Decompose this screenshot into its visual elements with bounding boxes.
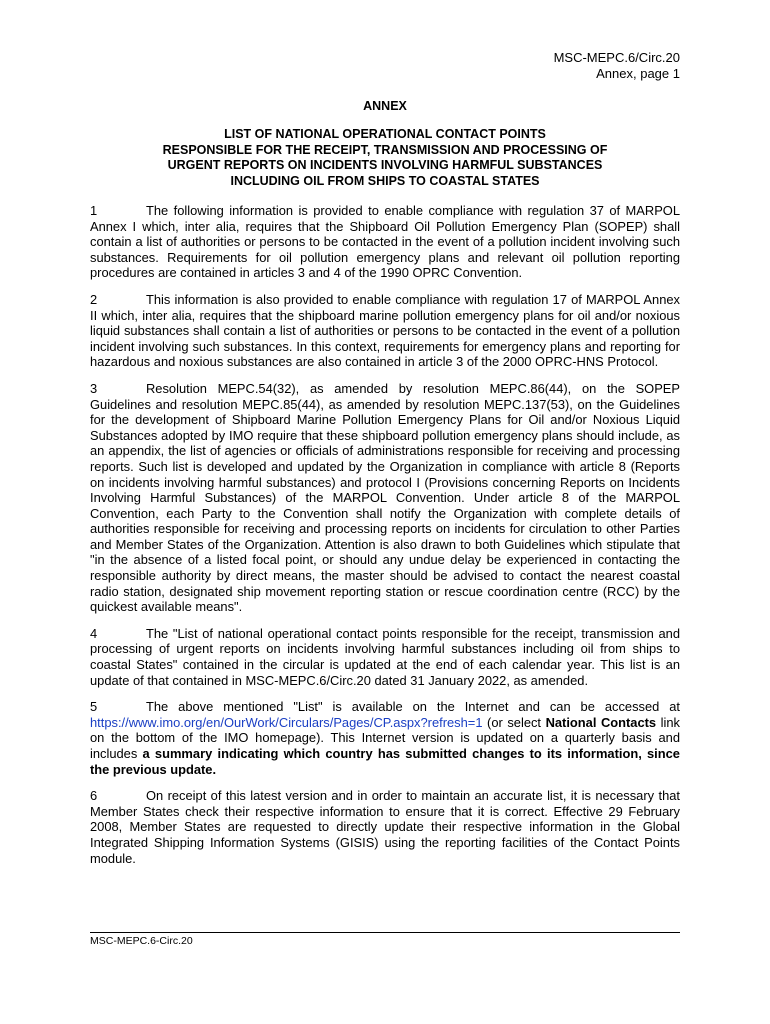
paragraph-text: The above mentioned "List" is available on the Internet and can be accessed at <box>146 699 680 715</box>
paragraph-number: 6 <box>90 788 98 804</box>
paragraph-text: This information is also provided to enable compliance with regulation 17 of MARPOL Annex II which, inter alia, requires that the shipboard marine pollution emergency plans for oil and/or noxious liquid substances shall contain a list of authorities or persons to be contacted in the event of a pollution incident involving such substances. In this context, requirements for emergency plans and reporting for hazardous and noxious substances are also contained in article 3 of the 2000 OPRC-HNS Protocol. <box>90 291 680 370</box>
paragraph-2 <box>90 292 680 370</box>
footer-divider <box>90 932 680 933</box>
list-title-line: URGENT REPORTS ON INCIDENTS INVOLVING HARMFUL SUBSTANCES <box>167 158 603 172</box>
paragraph-text: The following information is provided to enable compliance with regulation 37 of MARPOL Annex I which, inter alia, requires that the Shipboard Oil Pollution Emergency Plan (SOPEP) shall contain a list of authorities or persons to be contacted in the event of a pollution incident involving such substances. Requirements for oil pollution emergency plans and relevant oil pollution reporting procedures are contained in articles 3 and 4 of the 1990 OPRC Convention. <box>90 203 680 281</box>
page-label: Annex, page 1 <box>596 66 680 81</box>
list-title-line: LIST OF NATIONAL OPERATIONAL CONTACT POINTS <box>224 127 546 141</box>
paragraph-text: Resolution MEPC.54(32), as amended by resolution MEPC.86(44), on the SOPEP Guidelines and resolution MEPC.85(44), as amended by resolution MEPC.137(53), on the Guidelines for the development of Shipboard Marine Pollution Emergency Plans for Oil and/or Noxious Liquid Substances adopted by IMO require that these shipboard pollution emergency plans should include, as an appendix, the list of agencies or officials of administrations responsible for receiving and processing reports. Such list is developed and updated by the Organization in compliance with article 8 (Reports on incidents involving harmful substances) and protocol I (Provisions concerning Reports on Incidents Involving Harmful Substances) of the MARPOL Convention. Under article 8 of the MARPOL Convention, each Party to the Convention shall notify the Organization with complete details of authorities responsible for receiving and processing reports on incidents for circulation to other Parties and Member States of the Organization. Attention is also drawn to both Guidelines which stipulate that "in the absence of a listed focal point, or should any undue delay be experienced in contacting the responsible authority by direct means, the master should be advised to contact the nearest coastal radio station, designated ship movement reporting station or rescue coordination centre (RCC) by the quickest available means". <box>90 380 680 615</box>
list-title-line: INCLUDING OIL FROM SHIPS TO COASTAL STATES <box>230 173 540 188</box>
imo-circulars-link[interactable]: https://www.imo.org/en/OurWork/Circulars/Pages/CP.aspx?refresh=1 <box>90 714 483 730</box>
paragraph-text: The "List of national operational contact points responsible for the receipt, transmission and processing of urgent reports on incidents involving harmful substances including oil from ships to coastal States" contained in the circular is updated at the end of each calendar year. This list is an update of that contained in MSC-MEPC.6/Circ.20 dated 31 January 2022, as amended. <box>90 625 680 688</box>
paragraph-5 <box>90 699 680 777</box>
document-body <box>90 203 680 877</box>
footer-document-id: MSC-MEPC.6-Circ.20 <box>90 935 193 947</box>
list-title <box>90 127 680 189</box>
paragraph-1 <box>90 203 680 281</box>
summary-note: a summary indicating which country has submitted changes to its information, since the previous update. <box>90 746 680 777</box>
paragraph-number: 5 <box>90 699 98 715</box>
paragraph-number: 2 <box>90 291 98 307</box>
paragraph-text: (or select <box>487 714 542 730</box>
paragraph-number: 1 <box>90 203 98 218</box>
paragraph-number: 3 <box>90 380 98 396</box>
paragraph-number: 4 <box>90 625 98 641</box>
annex-title: ANNEX <box>363 99 407 113</box>
paragraph-text: link on the bottom of the IMO homepage). This Internet version is updated on a quarterly basis and includes <box>90 714 680 761</box>
national-contacts-label: National Contacts <box>545 714 657 730</box>
paragraph-text: On receipt of this latest version and in order to maintain an accurate list, it is necessary that Member States check their respective information to ensure that it is correct. Effective 29 February 2008, Member States are requested to directly update their respective information in the Global Integrated Shipping Information Systems (GISIS) using the reporting facilities of the Contact Points module. <box>90 788 680 866</box>
paragraph-6 <box>90 788 680 866</box>
paragraph-3 <box>90 381 680 615</box>
list-title-line: RESPONSIBLE FOR THE RECEIPT, TRANSMISSION AND PROCESSING OF <box>162 142 608 157</box>
paragraph-4 <box>90 626 680 688</box>
page-header <box>554 50 680 82</box>
document-reference: MSC-MEPC.6/Circ.20 <box>553 50 680 65</box>
